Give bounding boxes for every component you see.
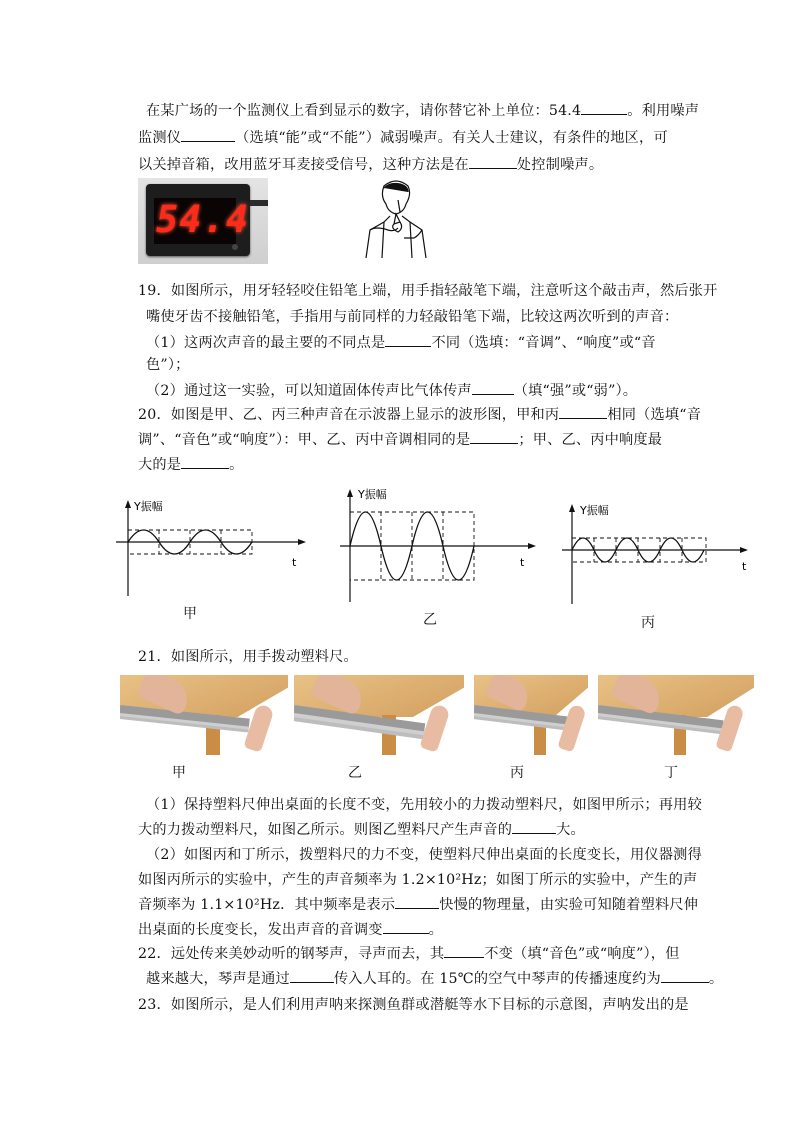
q19-blank-feature[interactable] [385, 334, 431, 347]
ruler-photo-bing [474, 675, 588, 755]
q21-sub-2-a: （2）如图丙和丁所示，拨塑料尺的力不变，使塑料尺伸出桌面的长度变长，用仪器测得 [146, 847, 702, 863]
caption-jia: 甲 [183, 606, 197, 622]
ruler-photo-yi [294, 675, 464, 755]
q19-blank-strength[interactable] [472, 382, 514, 395]
waveform-jia [112, 496, 312, 600]
q19-line-2: 嘴使牙齿不接触铅笔，手指用与前同样的力轻敲铅笔下端，比较这两次听到的声音： [146, 309, 679, 325]
waveform-bing [558, 500, 758, 608]
q21-sub-2-b: 如图丙所示的实验中，产生的声音频率为 1.2×10²Hz；如图丁所示的实验中，产生的声 [138, 872, 698, 888]
caption-yi: 乙 [423, 612, 437, 628]
monitor-button [232, 244, 238, 250]
finger-right [557, 704, 586, 753]
q18-blank-can[interactable] [181, 129, 235, 142]
monitor-cable [250, 200, 268, 206]
ruler-caption-jia: 甲 [172, 765, 186, 781]
waveform-jia-ylabel: Y振幅 [134, 500, 163, 513]
q23-line-1: 23．如图所示，是人们利用声呐来探测鱼群或潜艇等水下目标的示意图，声呐发出的是 [138, 997, 689, 1013]
q21-blank-frequency[interactable] [395, 896, 439, 909]
q20-line-3: 大的是 。 [138, 457, 244, 473]
q19-sub-1: （1）这两次声音的最主要的不同点是 不同（选填：“音调”、“响度”或“音 [146, 335, 656, 351]
ruler-photo-ding [598, 675, 754, 755]
ruler-caption-yi: 乙 [348, 765, 362, 781]
ruler-photo-jia [120, 675, 288, 755]
waveform-yi-ylabel: Y振幅 [358, 488, 387, 501]
q20-blank-loudest[interactable] [181, 456, 229, 469]
q18-blank-unit[interactable] [581, 102, 627, 115]
q18-blank-where[interactable] [469, 156, 517, 169]
q19-sub-2: （2）通过这一实验，可以知道固体传声比气体传声 （填“强”或“弱”）。 [146, 383, 638, 399]
q21-line-1: 21．如图所示，用手拨动塑料尺。 [138, 649, 358, 665]
q21-blank-loudness[interactable] [512, 821, 556, 834]
q19-line-1: 19．如图所示，用牙轻轻咬住铅笔上端，用手指轻敲笔下端，注意听这个敲击声，然后张开 [138, 283, 718, 299]
q22-blank-medium[interactable] [290, 970, 334, 983]
ruler-caption-ding: 丁 [664, 765, 678, 781]
q18-line-1: 在某广场的一个监测仪上看到显示的数字，请你替它补上单位：54.4 。利用噪声 [146, 103, 700, 119]
q19-sub-1-cont: 色”）； [146, 357, 190, 373]
caption-bing: 丙 [641, 615, 655, 631]
monitor-led-digits: 54.4 [156, 198, 250, 241]
q18-line-3: 以关掉音箱，改用蓝牙耳麦接受信号，这种方法是在 处控制噪声。 [138, 157, 604, 173]
q21-sub-1-b: 大的力拨动塑料尺，如图乙所示。则图乙塑料尺产生声音的 大。 [138, 822, 585, 838]
q21-sub-1-a: （1）保持塑料尺伸出桌面的长度不变，先用较小的力拨动塑料尺，如图甲所示；再用较 [146, 797, 702, 813]
waveform-bing-xlabel: t [742, 560, 747, 573]
waveform-yi [336, 484, 546, 606]
q20-line-1: 20．如图是甲、乙、丙三种声音在示波器上显示的波形图，甲和丙 相同（选填“音 [138, 407, 702, 423]
q22-line-2: 越来越大，琴声是通过 传入人耳的。在 15℃的空气中琴声的传播速度约为 。 [146, 971, 724, 987]
q21-sub-2-e: 出桌面的长度变长，发出声音的音调变 。 [138, 922, 443, 938]
waveform-yi-xlabel: t [520, 556, 525, 569]
q20-line-2: 调”、“音色”或“响度”）：甲、乙、丙中音调相同的是 ；甲、乙、丙中响度最 [138, 432, 663, 448]
q21-blank-pitch[interactable] [383, 921, 429, 934]
q18-line-2: 监测仪 （选填“能”或“不能”）减弱噪声。有关人士建议，有条件的地区，可 [138, 130, 668, 146]
ruler-caption-bing: 丙 [510, 765, 524, 781]
q22-line-1: 22．远处传来美妙动听的钢琴声，寻声而去，其 不变（填“音色”或“响度”），但 [138, 946, 680, 962]
q22-blank-timbre[interactable] [444, 945, 484, 958]
boy-biting-pencil-illustration [360, 178, 432, 264]
noise-monitor-photo [138, 178, 268, 264]
q22-blank-speed[interactable] [661, 970, 709, 983]
waveform-bing-ylabel: Y振幅 [580, 504, 609, 517]
q20-blank-same[interactable] [559, 406, 607, 419]
q21-sub-2-c: 音频率为 1.1×10²Hz．其中频率是表示 快慢的物理量，由实验可知随着塑料尺伸 [138, 897, 699, 913]
q20-blank-pitch[interactable] [470, 431, 518, 444]
waveform-jia-xlabel: t [292, 556, 297, 569]
